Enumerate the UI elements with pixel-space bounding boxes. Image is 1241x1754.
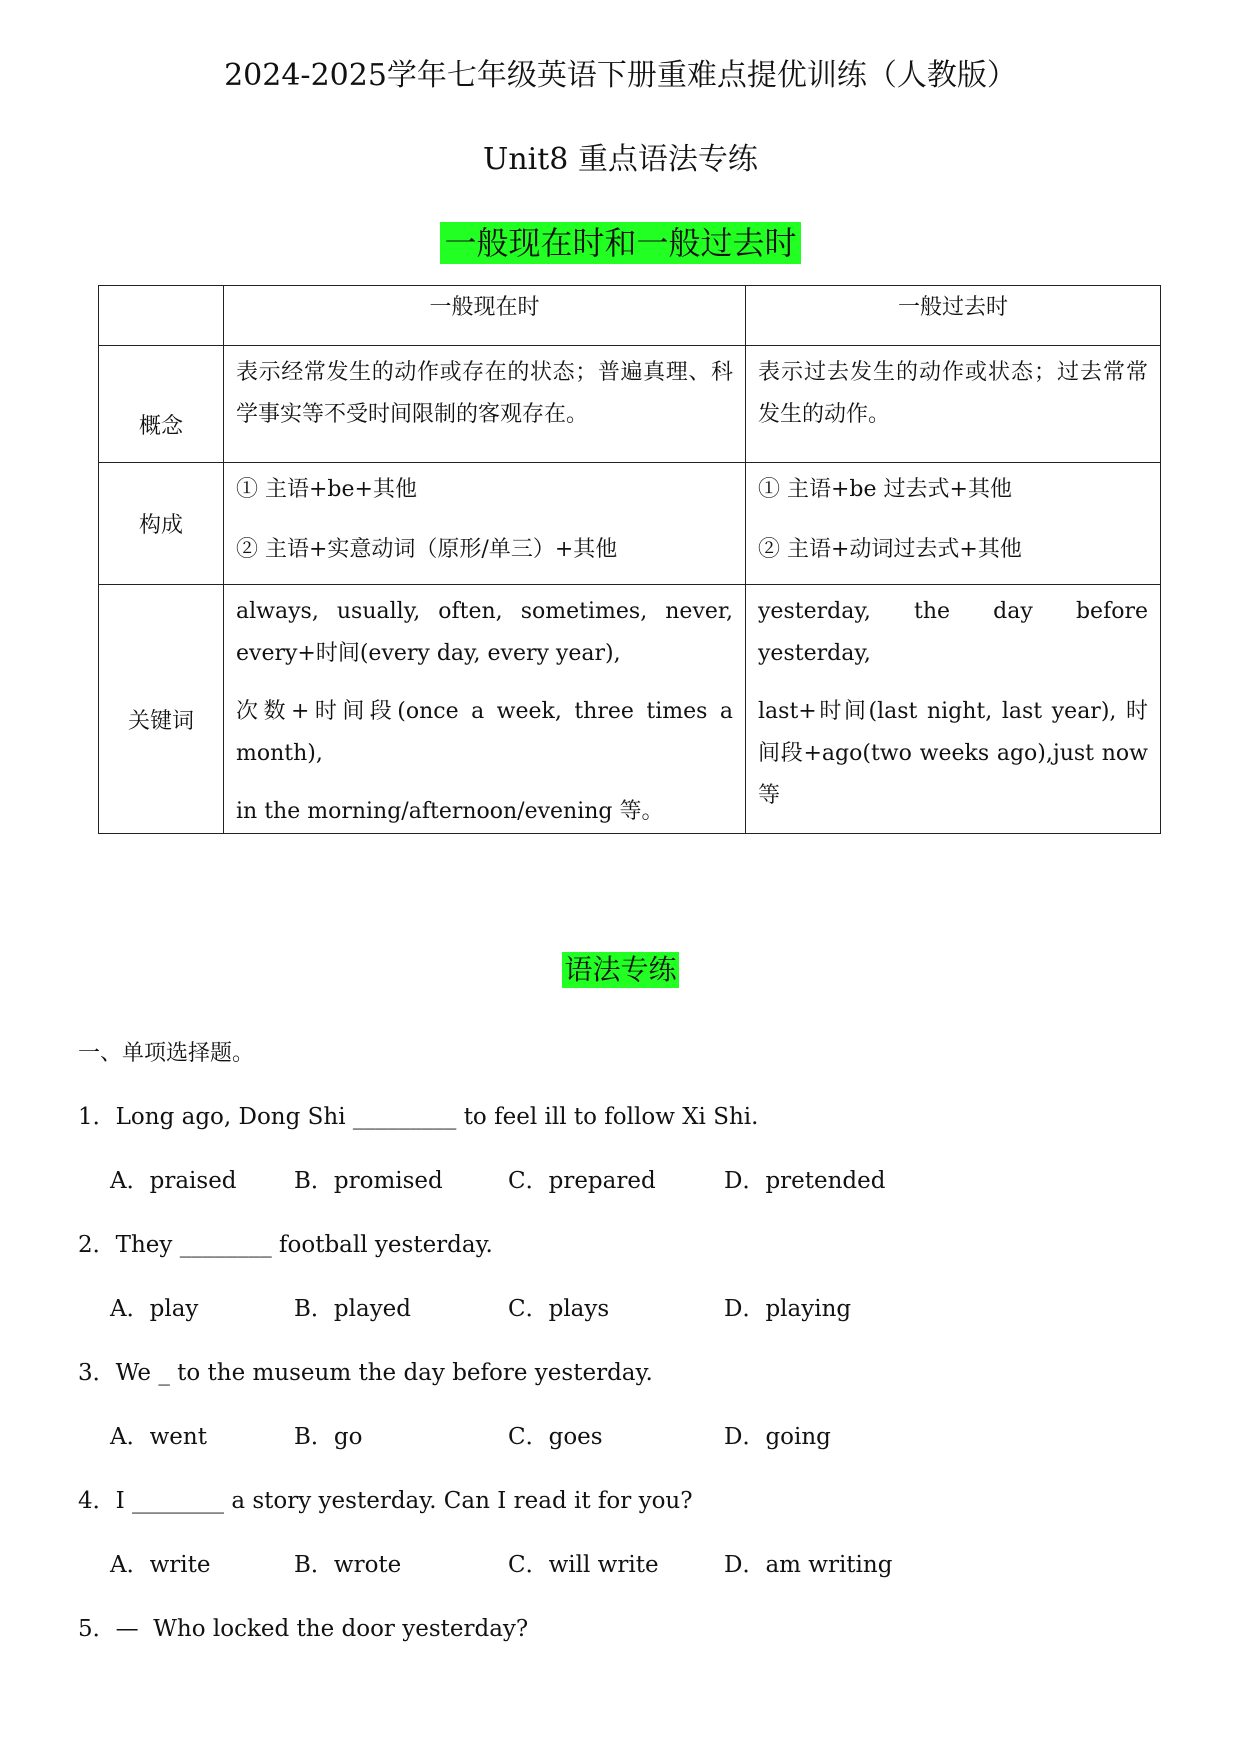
section-title: 一、单项选择题。 bbox=[78, 1041, 255, 1066]
practice-heading: 语法专练 bbox=[564, 953, 677, 986]
question-1-option-a[interactable]: A．praised bbox=[110, 1168, 237, 1194]
question-3-option-d[interactable]: D．going bbox=[724, 1424, 831, 1450]
concept-present-text: 表示经常发生的动作或存在的状态；普遍真理、科学事实等不受时间限制的客观存在。 bbox=[236, 360, 733, 427]
topic-heading-wrap bbox=[0, 222, 1241, 264]
question-4-option-c[interactable]: C．will write bbox=[508, 1552, 659, 1578]
grammar-table bbox=[98, 285, 1161, 834]
question-3-option-c[interactable]: C．goes bbox=[508, 1424, 603, 1450]
keywords-present-line-3: in the morning/afternoon/evening 等。 bbox=[236, 799, 664, 824]
question-1-option-b[interactable]: B．promised bbox=[294, 1168, 443, 1194]
table-row-concept bbox=[99, 346, 1161, 463]
question-3-stem: 3．We _ to the museum the day before yesterday. bbox=[78, 1360, 653, 1386]
keywords-past-line-2: last+时间(last night, last year), 时间段+ago(two weeks ago),just now 等 bbox=[758, 699, 1148, 808]
question-1-option-c[interactable]: C．prepared bbox=[508, 1168, 656, 1194]
worksheet-title: 2024-2025学年七年级英语下册重难点提优训练（人教版） bbox=[224, 58, 1017, 93]
structure-present-line-2: ② 主语+实意动词（原形/单三）+其他 bbox=[236, 537, 618, 562]
keywords-present-line-2: 次数+时间段(once a week, three times a month), bbox=[236, 699, 733, 766]
table-header-row bbox=[99, 286, 1161, 346]
practice-heading-wrap bbox=[0, 952, 1241, 988]
topic-heading: 一般现在时和一般过去时 bbox=[440, 222, 800, 264]
column-header-present: 一般现在时 bbox=[224, 286, 746, 346]
keywords-past-cell bbox=[746, 585, 1161, 834]
question-2-option-b[interactable]: B．played bbox=[294, 1296, 412, 1322]
keywords-present-line-1: always, usually, often, sometimes, never, every+时间(every day, every year), bbox=[236, 599, 733, 666]
question-3-option-b[interactable]: B．go bbox=[294, 1424, 363, 1450]
row-label-structure: 构成 bbox=[99, 463, 224, 585]
column-header-past: 一般过去时 bbox=[746, 286, 1161, 346]
structure-present-cell bbox=[224, 463, 746, 585]
question-2-option-a[interactable]: A．play bbox=[110, 1296, 199, 1322]
question-1-stem: 1．Long ago, Dong Shi _________ to feel ill to follow Xi Shi. bbox=[78, 1104, 759, 1130]
question-4-option-d[interactable]: D．am writing bbox=[724, 1552, 893, 1578]
table-corner-cell bbox=[99, 286, 224, 346]
question-3-option-a[interactable]: A．went bbox=[110, 1424, 207, 1450]
question-1-option-d[interactable]: D．pretended bbox=[724, 1168, 886, 1194]
concept-past-text: 表示过去发生的动作或状态；过去常常发生的动作。 bbox=[758, 360, 1148, 427]
keywords-present-cell bbox=[224, 585, 746, 834]
structure-past-line-1: ① 主语+be 过去式+其他 bbox=[758, 477, 1012, 502]
question-4-stem: 4．I ________ a story yesterday. Can I read it for you? bbox=[78, 1488, 693, 1514]
table-row-structure bbox=[99, 463, 1161, 585]
concept-past-cell bbox=[746, 346, 1161, 463]
keywords-past-line-1: yesterday, the day before yesterday, bbox=[758, 599, 1148, 666]
question-4-option-b[interactable]: B．wrote bbox=[294, 1552, 402, 1578]
question-4-option-a[interactable]: A．write bbox=[110, 1552, 211, 1578]
structure-past-line-2: ② 主语+动词过去式+其他 bbox=[758, 537, 1022, 562]
question-2-stem: 2．They ________ football yesterday. bbox=[78, 1232, 493, 1258]
row-label-keywords: 关键词 bbox=[99, 585, 224, 834]
question-5-stem: 5．— Who locked the door yesterday? bbox=[78, 1616, 529, 1642]
structure-present-line-1: ① 主语+be+其他 bbox=[236, 477, 417, 502]
row-label-concept: 概念 bbox=[99, 346, 224, 463]
concept-present-cell bbox=[224, 346, 746, 463]
question-2-option-c[interactable]: C．plays bbox=[508, 1296, 610, 1322]
unit-subtitle: Unit8 重点语法专练 bbox=[483, 142, 758, 177]
table-row-keywords bbox=[99, 585, 1161, 834]
question-2-option-d[interactable]: D．playing bbox=[724, 1296, 852, 1322]
structure-past-cell bbox=[746, 463, 1161, 585]
